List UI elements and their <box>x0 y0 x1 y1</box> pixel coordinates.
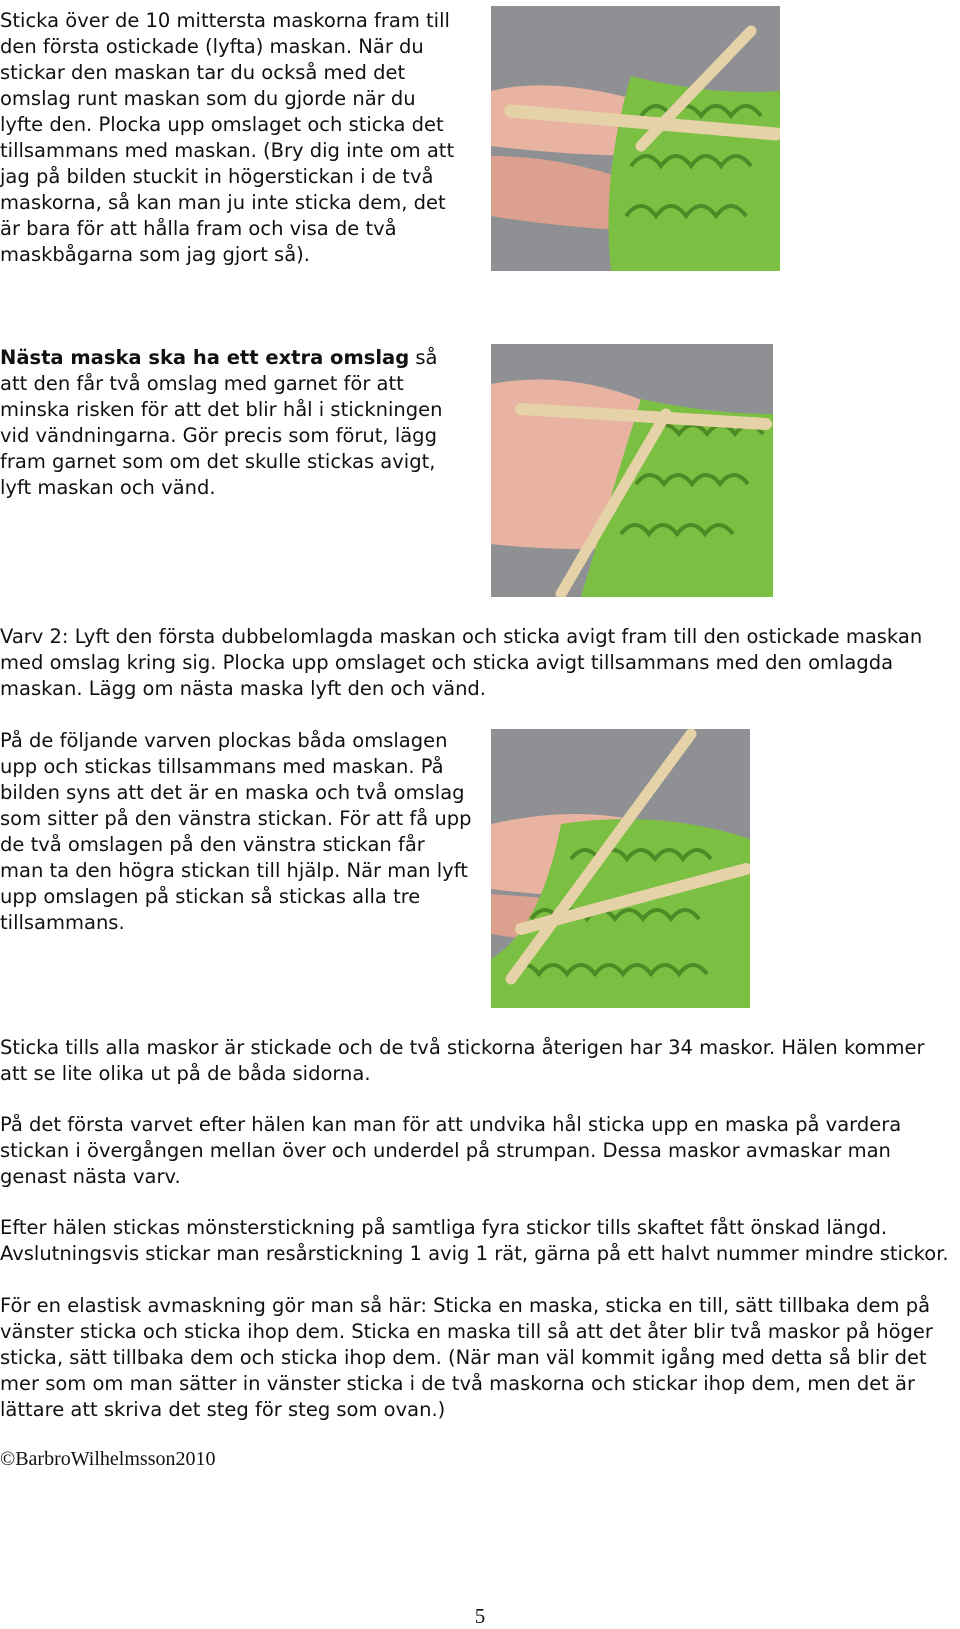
paragraph-pattern-knitting: Efter hälen stickas mönsterstickning på samtliga fyra stickor tills skaftet fått önskad längd. Avslutningsvis stickar man resårstickning 1 avig 1 rät, gärna på ett halvt nummer mindre stickor. <box>0 1216 949 1265</box>
paragraph-following-rows: På de följande varven plockas båda omslagen upp och stickas tillsammans med maskan. På bilden syns att det är en maska och två omslag som sitter på den vänstra stickan. För att få upp de två omslagen på den vänstra stickan får man ta den högra stickan till hjälp. När man lyft upp omslagen på stickan så stickas alla tre tillsammans. <box>0 729 472 934</box>
paragraph-turn-first-stitch: Sticka över de 10 mittersta maskorna fram till den första ostickade (lyfta) maskan. När du stickar den maskan tar du också med det omslag runt maskan som du gjorde när du lyfte den. Plocka upp omslaget och sticka det tillsammans med maskan. (Bry dig inte om att jag på bilden stuckit in högerstickan i de två maskorna, så kan man ju inte sticka dem, det är bara för att hålla fram och visa de två maskbågarna som jag gjort så). <box>0 9 455 266</box>
page-number: 5 <box>474 1604 486 1628</box>
paragraph-extra-wrap-rest: så att den får två omslag med garnet för att minska risken för att det blir hål i stickningen vid vändningarna. Gör precis som förut, lägg fram garnet som om det skulle stickas avigt, lyft maskan och vänd. <box>0 346 443 499</box>
paragraph-34-stitches: Sticka tills alla maskor är stickade och de två stickorna återigen har 34 maskor. Hälen kommer att se lite olika ut på de båda sidorna. <box>0 1036 925 1085</box>
paragraph-extra-wrap-bold: Nästa maska ska ha ett extra omslag <box>0 346 410 369</box>
copyright-notice: ©BarbroWilhelmsson2010 <box>0 1448 216 1470</box>
knitting-photo-3 <box>491 729 750 1008</box>
paragraph-elastic-bind-off: För en elastisk avmaskning gör man så här: Sticka en maska, sticka en till, sätt tillbaka dem på vänster sticka och sticka ihop dem. Sticka en maska till så att det åter blir två maskor på höger sticka, sätt tillbaka dem och sticka ihop dem. (När man väl kommit igång med detta så blir det mer som om man sätter in vänster sticka i de två maskorna och stickar ihop dem, men det är lättare att skriva det steg för steg som ovan.) <box>0 1294 933 1421</box>
paragraph-extra-wrap <box>0 345 460 501</box>
knitting-photo-2 <box>491 344 773 597</box>
paragraph-row-two: Varv 2: Lyft den första dubbelomlagda maskan och sticka avigt fram till den ostickade maskan med omslag kring sig. Plocka upp omslaget och sticka avigt tillsammans med den omlagda maskan. Lägg om nästa maska lyft den och vänd. <box>0 625 923 700</box>
knitting-photo-1 <box>491 6 780 271</box>
paragraph-after-heel: På det första varvet efter hälen kan man för att undvika hål sticka upp en maska på vardera stickan i övergången mellan över och underdel på strumpan. Dessa maskor avmaskar man genast nästa varv. <box>0 1113 902 1188</box>
